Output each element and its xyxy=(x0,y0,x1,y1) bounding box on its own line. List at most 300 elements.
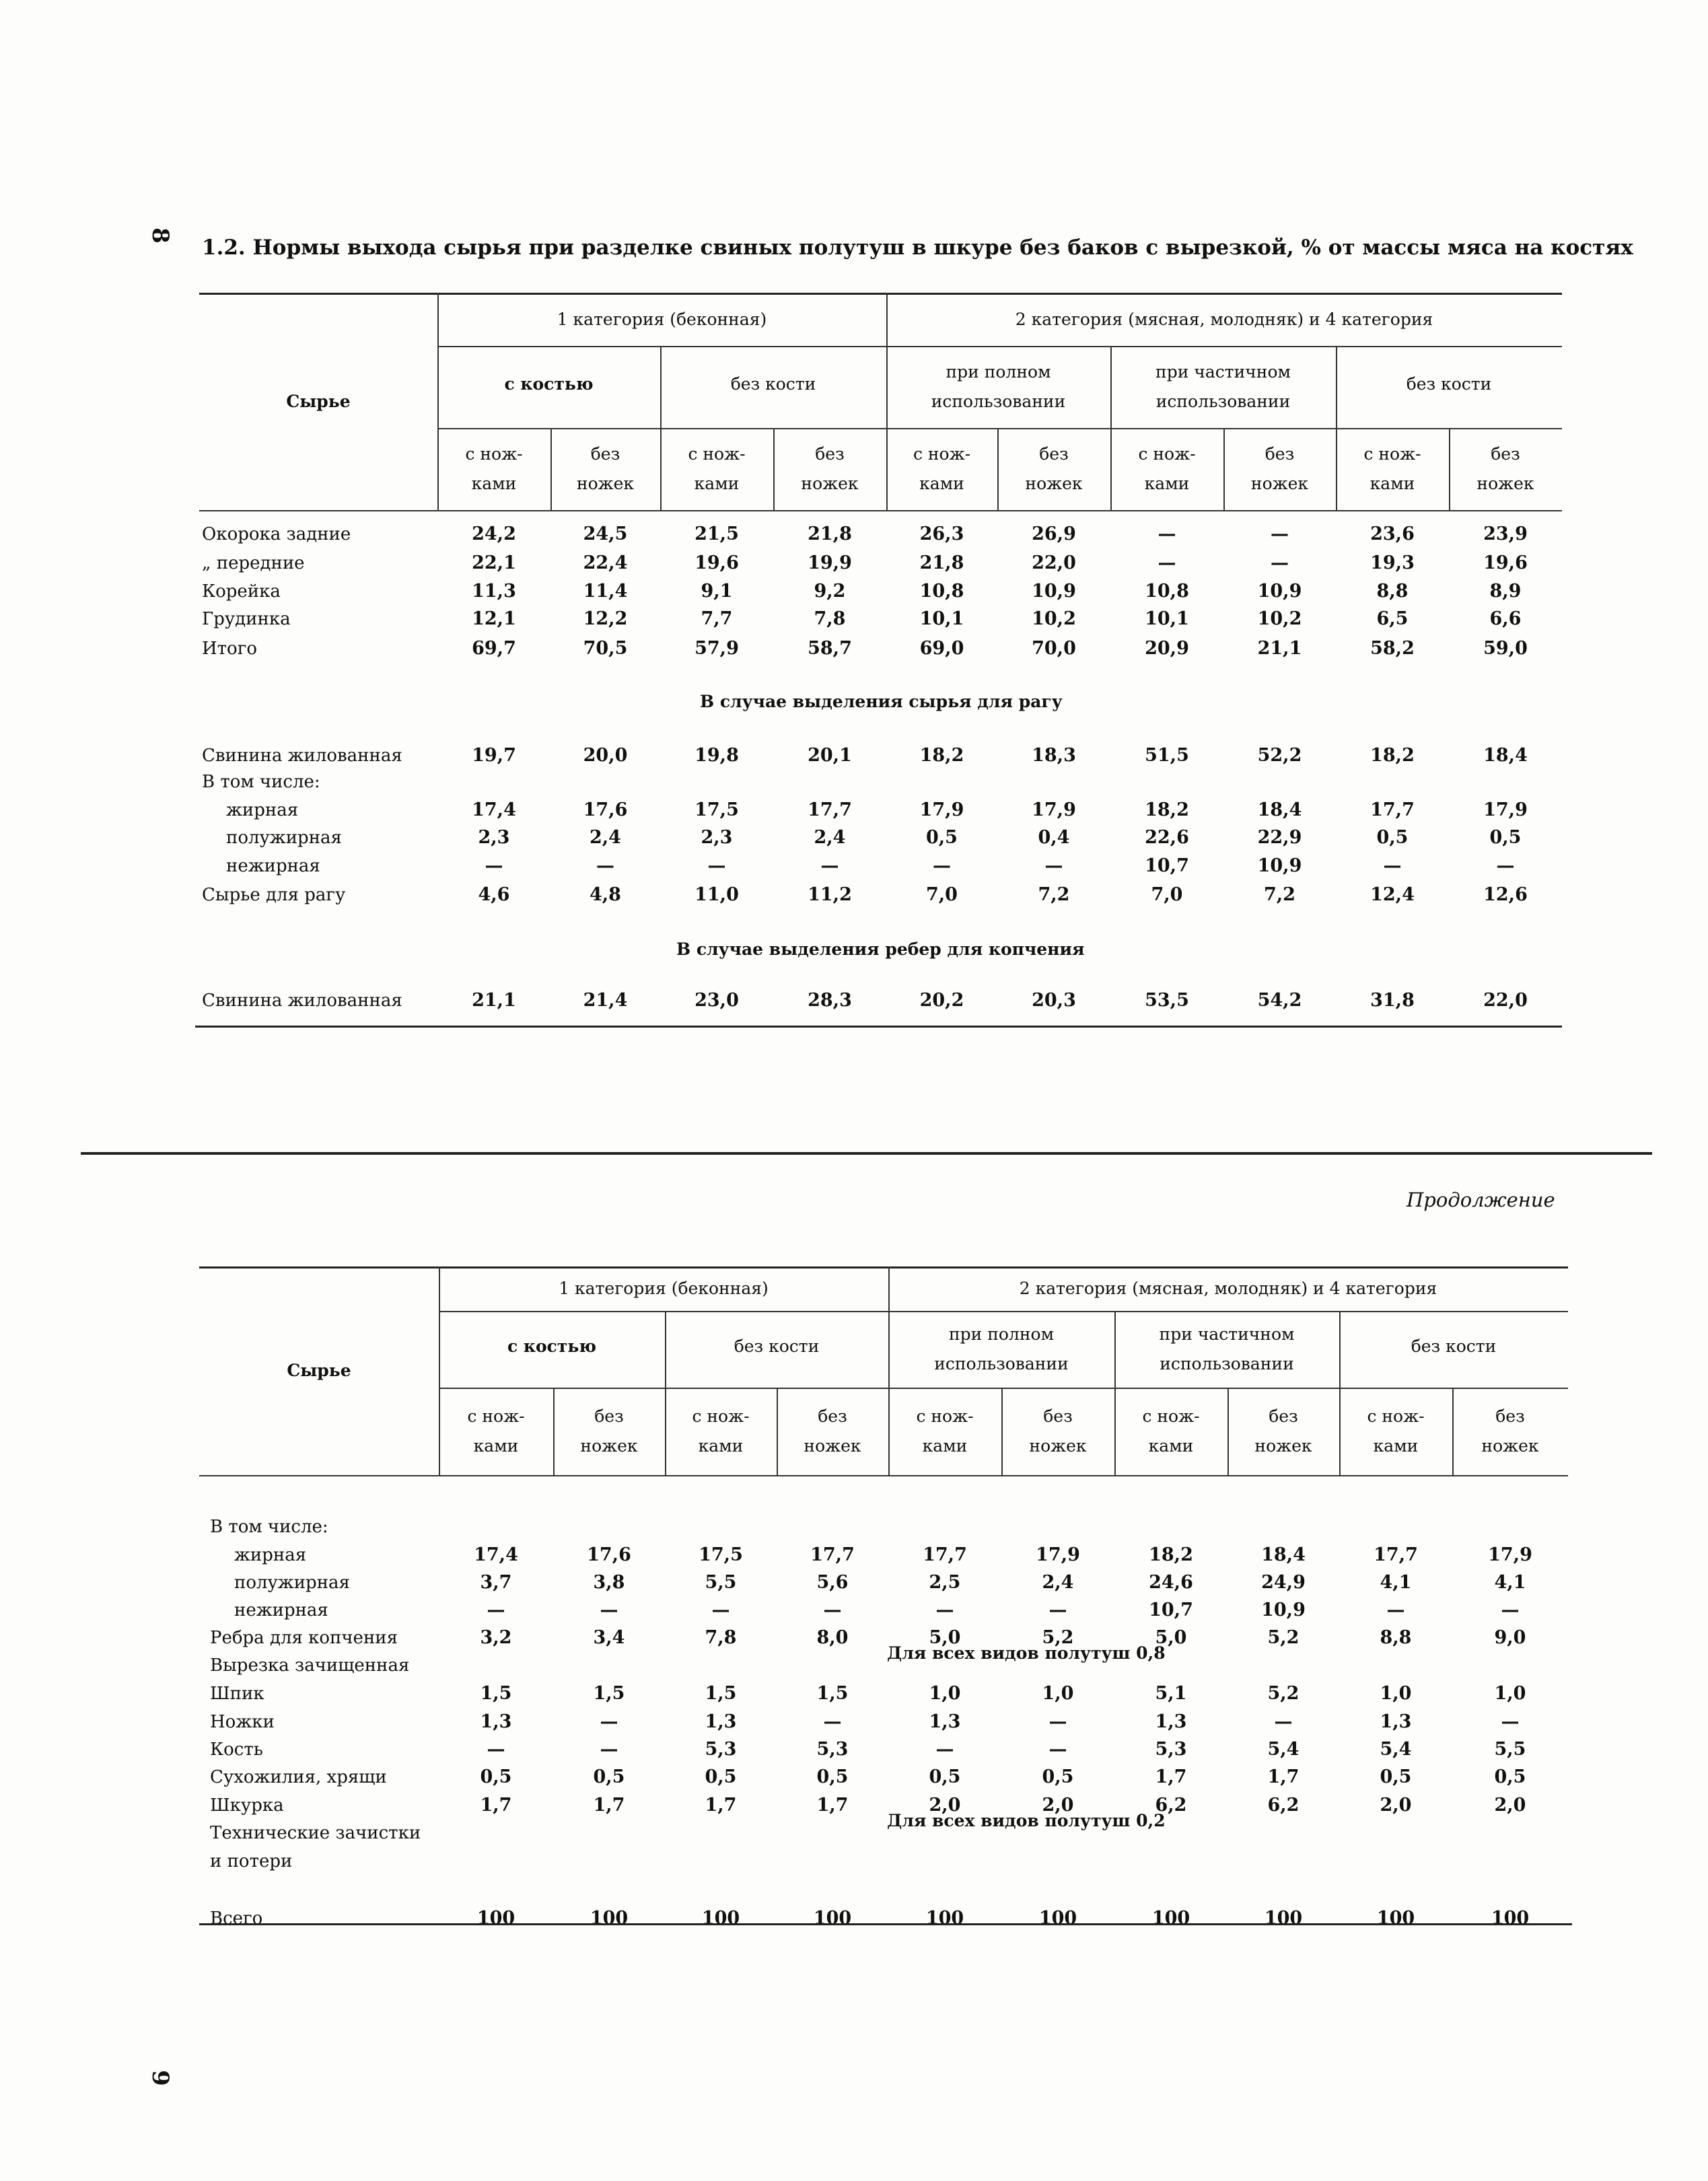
subheader-without-legs: без xyxy=(1043,1406,1073,1426)
table-cell: 54,2 xyxy=(1257,990,1302,1011)
table-cell: — xyxy=(596,855,614,876)
row-label: В том числе: xyxy=(202,772,320,792)
table-cell: 6,5 xyxy=(1376,608,1409,629)
table-bottom-rule xyxy=(199,1923,1572,1925)
row-label: Шпик xyxy=(210,1684,264,1704)
table-cell: 2,0 xyxy=(1380,1795,1412,1816)
subheader-with-legs: с нож- xyxy=(916,1406,974,1426)
table-cell: — xyxy=(485,855,503,876)
table-cell: 69,7 xyxy=(472,638,516,659)
table-cell: 19,6 xyxy=(695,552,739,573)
row-label: полужирная xyxy=(226,828,342,848)
header-rule-3 xyxy=(199,1475,1568,1476)
page-number-top: 8 xyxy=(146,227,174,244)
column-header-raw: Сырье xyxy=(286,391,351,411)
table-cell: 21,5 xyxy=(695,524,739,544)
row-label: Итого xyxy=(202,639,257,659)
table-cell: 6,2 xyxy=(1267,1795,1300,1816)
header-rule-1 xyxy=(437,346,1562,347)
column-header-full-use: использовании xyxy=(931,392,1066,411)
column-header-with-bone: с костью xyxy=(504,374,594,394)
page-number-bottom: 9 xyxy=(146,2070,174,2086)
table-top-rule xyxy=(199,1266,1568,1268)
table-cell: 58,2 xyxy=(1370,638,1415,659)
table-cell: 17,6 xyxy=(587,1544,631,1565)
table-cell: 8,8 xyxy=(1376,581,1409,602)
table-cell: — xyxy=(935,1739,954,1760)
table-cell: 6,6 xyxy=(1489,608,1522,629)
table-cell: 3,7 xyxy=(480,1572,512,1593)
table-cell: 20,9 xyxy=(1145,638,1189,659)
table-cell: 5,3 xyxy=(705,1739,737,1760)
table-cell: 0,5 xyxy=(705,1766,737,1787)
table-cell: 57,9 xyxy=(695,638,739,659)
table-cell: 17,5 xyxy=(695,799,739,820)
table-cell: 1,3 xyxy=(480,1711,512,1732)
table-cell: 28,3 xyxy=(808,990,852,1011)
table-cell: 17,4 xyxy=(472,799,516,820)
table-cell: 17,7 xyxy=(1374,1544,1418,1565)
continuation-label: Продолжение xyxy=(1407,1188,1555,1211)
table-cell: 2,4 xyxy=(814,827,846,848)
subheader-with-legs: ками xyxy=(698,1436,744,1456)
table-cell: — xyxy=(487,1600,505,1620)
subheader-without-legs: ножек xyxy=(1254,1436,1312,1456)
table-cell: 5,2 xyxy=(1267,1683,1300,1704)
subheader-with-legs: с нож- xyxy=(688,444,746,464)
header-rule-3 xyxy=(199,510,1562,511)
column-header-full-use: при полном xyxy=(946,362,1051,382)
subheader-without-legs: без xyxy=(1265,444,1295,464)
table-cell: 58,7 xyxy=(808,638,852,659)
table-cell: 12,1 xyxy=(472,608,516,629)
row-label: Грудинка xyxy=(202,609,291,629)
subheader-with-legs: ками xyxy=(473,1436,519,1456)
column-header-cat2: 2 категория (мясная, молодняк) и 4 категория xyxy=(1019,1279,1437,1298)
page-divider xyxy=(81,1152,1652,1155)
table-cell: 3,8 xyxy=(593,1572,625,1593)
table-cell: 1,5 xyxy=(816,1683,849,1704)
table-cell: — xyxy=(1048,1600,1067,1620)
table-cell: 17,9 xyxy=(1036,1544,1080,1565)
row-label: и потери xyxy=(210,1851,293,1871)
subheader-with-legs: ками xyxy=(1144,474,1190,493)
table-cell: 51,5 xyxy=(1145,745,1189,766)
column-header-cat1: 1 категория (беконная) xyxy=(559,1279,769,1298)
table-cell: 11,3 xyxy=(472,581,516,602)
table-cell: — xyxy=(1271,552,1289,573)
table-cell: — xyxy=(600,1600,618,1620)
table-cell: 4,1 xyxy=(1380,1572,1412,1593)
table-cell: — xyxy=(823,1600,842,1620)
table-cell: 17,7 xyxy=(810,1544,855,1565)
subheader-with-legs: с нож- xyxy=(467,1406,525,1426)
subheader-with-legs: с нож- xyxy=(1138,444,1196,464)
row-label: Окорока задние xyxy=(202,524,351,544)
subheader-without-legs: без xyxy=(590,444,620,464)
subheader-without-legs: ножек xyxy=(576,474,635,493)
subheader-with-legs: с нож- xyxy=(1367,1406,1425,1426)
subheader-with-legs: ками xyxy=(922,1436,968,1456)
table-cell: 0,5 xyxy=(1376,827,1409,848)
table-cell: — xyxy=(1048,1739,1067,1760)
table-cell: 18,2 xyxy=(1370,745,1415,766)
table-cell: — xyxy=(1158,524,1176,544)
subheader-with-legs: с нож- xyxy=(692,1406,750,1426)
table-cell: 5,3 xyxy=(816,1739,849,1760)
table-cell: 19,7 xyxy=(472,745,516,766)
table-cell: 0,5 xyxy=(816,1766,849,1787)
table-cell: 100 xyxy=(1151,1908,1190,1929)
table-cell: 10,1 xyxy=(919,608,964,629)
table-cell: 23,6 xyxy=(1370,524,1415,544)
row-label: Свинина жилованная xyxy=(202,746,402,766)
table-cell: 18,2 xyxy=(1149,1544,1193,1565)
table-cell: 17,5 xyxy=(699,1544,743,1565)
table-cell: — xyxy=(935,1600,954,1620)
table-cell: 4,6 xyxy=(478,884,510,905)
table-cell: — xyxy=(600,1739,618,1760)
table-cell: 12,4 xyxy=(1370,884,1415,905)
row-label: Всего xyxy=(210,1908,263,1929)
table-cell: 5,4 xyxy=(1380,1739,1412,1760)
table-cell: 2,0 xyxy=(929,1795,961,1816)
table-cell: 26,3 xyxy=(919,524,964,544)
table-cell: 20,0 xyxy=(583,745,628,766)
table-cell: 10,1 xyxy=(1145,608,1189,629)
row-label: полужирная xyxy=(234,1573,350,1593)
table-cell: — xyxy=(707,855,726,876)
table-cell: 17,9 xyxy=(1488,1544,1532,1565)
table-cell: 100 xyxy=(925,1908,964,1929)
subheader-with-legs: ками xyxy=(1148,1436,1194,1456)
table-cell: 0,5 xyxy=(1380,1766,1412,1787)
column-header-boneless-cat2: без кости xyxy=(1411,1336,1497,1356)
table-cell: 5,5 xyxy=(1494,1739,1526,1760)
table-cell: — xyxy=(1158,552,1176,573)
table-cell: 5,4 xyxy=(1267,1739,1300,1760)
table-cell: 22,1 xyxy=(472,552,516,573)
table-cell: 0,5 xyxy=(480,1766,512,1787)
table-cell: 2,0 xyxy=(1494,1795,1526,1816)
subheader-without-legs: ножек xyxy=(580,1436,638,1456)
table-cell: 22,0 xyxy=(1483,990,1528,1011)
table-cell: 4,1 xyxy=(1494,1572,1526,1593)
row-label: жирная xyxy=(226,800,299,820)
table-cell: 1,7 xyxy=(480,1795,512,1816)
row-label: Технические зачистки xyxy=(210,1823,421,1843)
table-cell: 1,3 xyxy=(929,1711,961,1732)
table-cell: 53,5 xyxy=(1145,990,1189,1011)
table-cell: 10,9 xyxy=(1032,581,1076,602)
span-note: Для всех видов полутуш 0,8 xyxy=(887,1643,1166,1663)
table-cell: 1,0 xyxy=(1380,1683,1412,1704)
row-label: Сырье для рагу xyxy=(202,885,346,905)
table-cell: — xyxy=(1271,524,1289,544)
table-cell: 10,2 xyxy=(1257,608,1302,629)
table-cell: 52,2 xyxy=(1257,745,1302,766)
table-cell: 26,9 xyxy=(1032,524,1076,544)
table-cell: 22,9 xyxy=(1257,827,1302,848)
table-cell: 10,8 xyxy=(1145,581,1189,602)
row-label: В том числе: xyxy=(210,1517,328,1537)
table-cell: 6,2 xyxy=(1155,1795,1187,1816)
table-cell: 5,6 xyxy=(816,1572,849,1593)
subheader-with-legs: с нож- xyxy=(1142,1406,1200,1426)
table-cell: 100 xyxy=(476,1908,515,1929)
table-cell: 1,5 xyxy=(480,1683,512,1704)
section-heading: В случае выделения сырья для рагу xyxy=(700,692,1063,711)
table-cell: 100 xyxy=(590,1908,629,1929)
table-cell: 11,2 xyxy=(808,884,852,905)
table-cell: — xyxy=(1274,1711,1293,1732)
row-label: Свинина жилованная xyxy=(202,991,402,1011)
table-cell: 9,1 xyxy=(701,581,733,602)
table-cell: 1,3 xyxy=(1155,1711,1187,1732)
table-cell: — xyxy=(1501,1711,1520,1732)
table-cell: 0,5 xyxy=(593,1766,625,1787)
table-cell: 24,6 xyxy=(1149,1572,1193,1593)
table-cell: 100 xyxy=(1038,1908,1077,1929)
table-cell: — xyxy=(600,1711,618,1732)
table-cell: 5,1 xyxy=(1155,1683,1187,1704)
table-cell: 1,7 xyxy=(593,1795,625,1816)
table-cell: 2,3 xyxy=(701,827,733,848)
table-cell: 59,0 xyxy=(1483,638,1528,659)
table-cell: 1,7 xyxy=(1267,1766,1300,1787)
table-cell: 22,4 xyxy=(583,552,628,573)
subheader-without-legs: без xyxy=(1269,1406,1298,1426)
table-cell: 17,6 xyxy=(583,799,628,820)
table-cell: — xyxy=(823,1711,842,1732)
table-cell: 9,2 xyxy=(814,581,846,602)
row-label: Сухожилия, хрящи xyxy=(210,1767,387,1787)
table-cell: 21,8 xyxy=(919,552,964,573)
table-cell: 100 xyxy=(1264,1908,1303,1929)
subheader-without-legs: без xyxy=(1495,1406,1525,1426)
row-label: нежирная xyxy=(234,1600,328,1620)
header-rule-2 xyxy=(437,428,1562,429)
column-header-cat2: 2 категория (мясная, молодняк) и 4 категория xyxy=(1015,309,1433,329)
table-cell: 7,2 xyxy=(1038,884,1070,905)
header-rule-1 xyxy=(439,1311,1568,1312)
subheader-without-legs: ножек xyxy=(1250,474,1309,493)
table-cell: 0,5 xyxy=(926,827,958,848)
table-cell: 2,3 xyxy=(478,827,510,848)
table-cell: 20,3 xyxy=(1032,990,1076,1011)
table-cell: 0,5 xyxy=(1489,827,1522,848)
table-cell: 3,4 xyxy=(593,1627,625,1648)
column-header-partial-use: при частичном xyxy=(1155,362,1291,382)
table-cell: 1,5 xyxy=(593,1683,625,1704)
row-label: Ножки xyxy=(210,1712,275,1732)
table-cell: 5,0 xyxy=(1155,1627,1187,1648)
column-header-boneless: без кости xyxy=(730,374,816,394)
table-cell: 22,6 xyxy=(1145,827,1189,848)
table-cell: 5,3 xyxy=(1155,1739,1187,1760)
table-cell: 0,4 xyxy=(1038,827,1070,848)
row-label: Ребра для копчения xyxy=(210,1628,398,1648)
table-cell: — xyxy=(711,1600,730,1620)
table-cell: 19,6 xyxy=(1483,552,1528,573)
subheader-without-legs: ножек xyxy=(1481,1436,1539,1456)
table-cell: 5,2 xyxy=(1267,1627,1300,1648)
subheader-without-legs: ножек xyxy=(1025,474,1083,493)
subheader-with-legs: с нож- xyxy=(913,444,971,464)
table-cell: 21,8 xyxy=(808,524,852,544)
table-cell: 18,4 xyxy=(1257,799,1302,820)
table-cell: 21,1 xyxy=(1257,638,1302,659)
table-cell: 8,8 xyxy=(1380,1627,1412,1648)
subheader-without-legs: без xyxy=(1039,444,1069,464)
table-cell: 17,9 xyxy=(1032,799,1076,820)
table-cell: 7,0 xyxy=(926,884,958,905)
table-cell: 24,9 xyxy=(1261,1572,1306,1593)
table-cell: 2,4 xyxy=(590,827,621,848)
table-cell: 18,2 xyxy=(1145,799,1189,820)
table-cell: 1,7 xyxy=(1155,1766,1187,1787)
table-cell: 100 xyxy=(701,1908,740,1929)
table-cell: 8,9 xyxy=(1489,581,1522,602)
table-cell: 24,5 xyxy=(583,524,628,544)
table-cell: 7,2 xyxy=(1264,884,1295,905)
subheader-with-legs: с нож- xyxy=(465,444,523,464)
table-cell: 12,2 xyxy=(583,608,628,629)
row-label: „ передние xyxy=(202,553,305,573)
subheader-without-legs: ножек xyxy=(804,1436,861,1456)
table-cell: 100 xyxy=(1491,1908,1530,1929)
table-cell: — xyxy=(487,1739,505,1760)
table-cell: 21,1 xyxy=(472,990,516,1011)
table-bottom-rule xyxy=(195,1026,1562,1028)
column-header-partial-use: при частичном xyxy=(1159,1324,1295,1344)
table-cell: 1,0 xyxy=(929,1683,961,1704)
column-header-cat1: 1 категория (беконная) xyxy=(557,309,767,329)
column-header-partial-use: использовании xyxy=(1160,1354,1294,1373)
table-cell: 1,7 xyxy=(816,1795,849,1816)
subheader-with-legs: ками xyxy=(1369,474,1415,493)
column-header-boneless-cat2: без кости xyxy=(1406,374,1492,394)
table-cell: 21,4 xyxy=(583,990,628,1011)
table-cell: 1,0 xyxy=(1042,1683,1074,1704)
column-header-full-use: при полном xyxy=(948,1324,1055,1344)
table-cell: 18,2 xyxy=(919,745,964,766)
table-cell: 23,0 xyxy=(695,990,739,1011)
table-cell: 2,0 xyxy=(1042,1795,1074,1816)
row-label: Вырезка зачищенная xyxy=(210,1655,410,1676)
table-cell: 22,0 xyxy=(1032,552,1076,573)
table-cell: 9,0 xyxy=(1494,1627,1526,1648)
table-cell: 11,0 xyxy=(695,884,739,905)
table-cell: 20,1 xyxy=(808,745,852,766)
table-cell: 11,4 xyxy=(583,581,628,602)
table-cell: 18,4 xyxy=(1483,745,1528,766)
table-cell: 19,9 xyxy=(808,552,852,573)
column-header-partial-use: использовании xyxy=(1155,392,1291,411)
table-cell: 17,7 xyxy=(808,799,852,820)
subheader-without-legs: без xyxy=(818,1406,847,1426)
table-cell: 5,5 xyxy=(705,1572,737,1593)
table-cell: 5,2 xyxy=(1042,1627,1074,1648)
table-cell: 17,7 xyxy=(923,1544,967,1565)
column-header-with-bone: с костью xyxy=(507,1336,596,1356)
table-cell: 20,2 xyxy=(919,990,964,1011)
table-cell: 0,5 xyxy=(1494,1766,1526,1787)
table-cell: 7,7 xyxy=(701,608,733,629)
span-note: Для всех видов полутуш 0,2 xyxy=(887,1811,1166,1830)
table-cell: 10,9 xyxy=(1257,855,1302,876)
table-cell: — xyxy=(1044,855,1063,876)
table-cell: 1,3 xyxy=(705,1711,737,1732)
table-cell: 7,8 xyxy=(705,1627,737,1648)
table-cell: 10,7 xyxy=(1145,855,1189,876)
table-cell: — xyxy=(1496,855,1515,876)
row-label: Шкурка xyxy=(210,1795,284,1816)
table-cell: 18,3 xyxy=(1032,745,1076,766)
table-cell: — xyxy=(1048,1711,1067,1732)
table-cell: 100 xyxy=(813,1908,852,1929)
row-label: Кость xyxy=(210,1740,263,1760)
table-cell: 7,8 xyxy=(814,608,846,629)
table-top-rule xyxy=(199,293,1562,295)
table-cell: 1,0 xyxy=(1494,1683,1526,1704)
table-cell: 19,8 xyxy=(695,745,739,766)
table-cell: 19,3 xyxy=(1370,552,1415,573)
table-cell: — xyxy=(1383,855,1402,876)
column-header-full-use: использовании xyxy=(934,1354,1069,1373)
table-cell: 31,8 xyxy=(1370,990,1415,1011)
table-cell: 10,7 xyxy=(1149,1600,1193,1620)
table-cell: 10,9 xyxy=(1261,1600,1306,1620)
column-header-raw: Сырье xyxy=(287,1361,351,1380)
table-cell: 23,9 xyxy=(1483,524,1528,544)
table-cell: 10,9 xyxy=(1257,581,1302,602)
subheader-with-legs: ками xyxy=(919,474,964,493)
table-cell: 69,0 xyxy=(919,638,964,659)
row-label: нежирная xyxy=(226,856,320,876)
table-cell: 18,4 xyxy=(1261,1544,1306,1565)
table-cell: 2,4 xyxy=(1042,1572,1074,1593)
table-cell: 17,7 xyxy=(1370,799,1415,820)
subheader-with-legs: ками xyxy=(1373,1436,1419,1456)
table-cell: 24,2 xyxy=(472,524,516,544)
subheader-with-legs: с нож- xyxy=(1363,444,1421,464)
table-cell: 70,5 xyxy=(583,638,628,659)
table-cell: — xyxy=(1501,1600,1520,1620)
subheader-without-legs: без xyxy=(594,1406,624,1426)
row-label: жирная xyxy=(234,1545,307,1565)
table-cell: 1,5 xyxy=(705,1683,737,1704)
table-cell: 3,2 xyxy=(480,1627,512,1648)
subheader-without-legs: ножек xyxy=(1476,474,1534,493)
table-cell: 7,0 xyxy=(1151,884,1183,905)
column-header-boneless: без кости xyxy=(734,1336,820,1356)
table-cell: 10,2 xyxy=(1032,608,1076,629)
table-cell: 0,5 xyxy=(1042,1766,1074,1787)
table-cell: — xyxy=(820,855,839,876)
section-heading: В случае выделения ребер для копчения xyxy=(676,939,1085,959)
subheader-without-legs: ножек xyxy=(801,474,859,493)
table-cell: 8,0 xyxy=(816,1627,849,1648)
table-cell: 2,5 xyxy=(929,1572,961,1593)
subheader-without-legs: ножек xyxy=(1029,1436,1087,1456)
table-cell: 5,0 xyxy=(929,1627,961,1648)
table-cell: — xyxy=(1386,1600,1405,1620)
table-cell: 0,5 xyxy=(929,1766,961,1787)
table-cell: 12,6 xyxy=(1483,884,1528,905)
subheader-with-legs: ками xyxy=(471,474,517,493)
subheader-without-legs: без xyxy=(815,444,845,464)
